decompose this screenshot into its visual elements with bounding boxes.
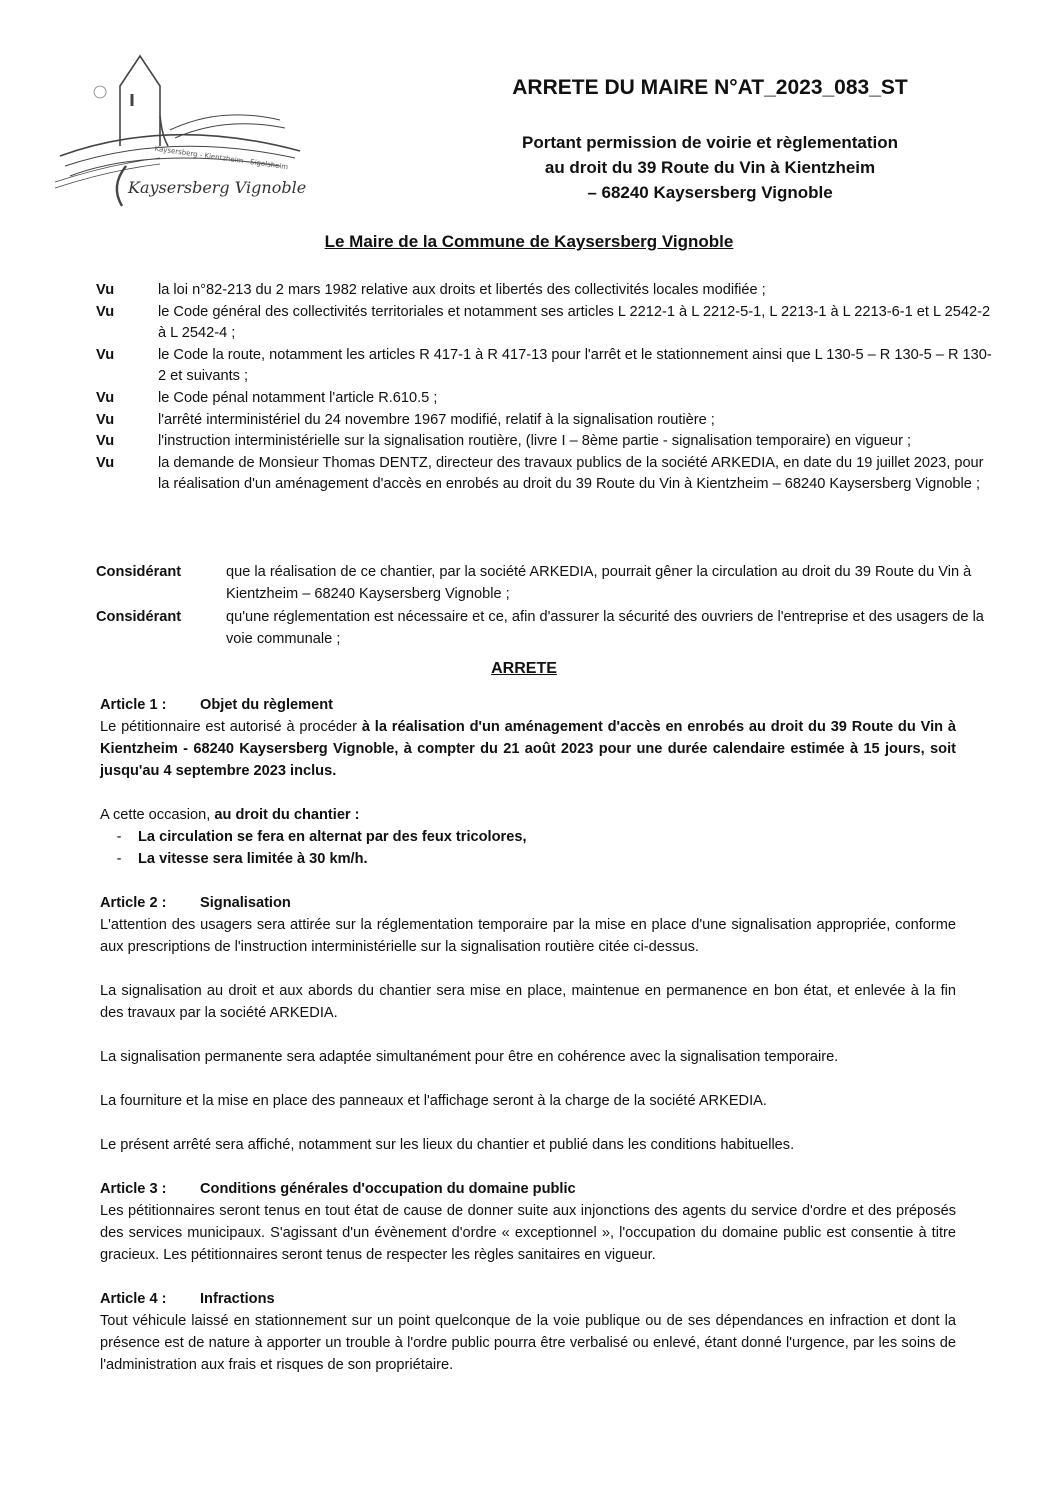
considerant-text: que la réalisation de ce chantier, par la société ARKEDIA, pourrait gêner la circulation au droit du 39 Route du Vin à Kientzheim – 68240 Kaysersberg Vignoble ; (226, 564, 972, 602)
list-item: - La vitesse sera limitée à 30 km/h. (100, 848, 956, 870)
vu-key: Vu (96, 433, 115, 450)
page-title: ARRETE DU MAIRE N°AT_2023_083_ST (512, 76, 908, 99)
article-2-paragraph: La signalisation au droit et aux abords du chantier sera mise en place, maintenue en permanence en bon état, et enlevée à la fin des travaux par la société ARKEDIA. (100, 983, 956, 1021)
vu-item (96, 388, 996, 410)
article-1-heading (100, 694, 956, 716)
vu-text: l'instruction interministérielle sur la signalisation routière, (livre I – 8ème partie - signalisation temporaire) en vigueur ; (158, 433, 912, 450)
articles (100, 694, 956, 1376)
vu-text: l'arrêté interministériel du 24 novembre 1967 modifié, relatif à la signalisation routière ; (158, 411, 715, 428)
text-run: A cette occasion, (100, 807, 215, 823)
arrete-heading: ARRETE (491, 660, 557, 677)
vu-item (96, 410, 996, 432)
vu-key: Vu (96, 389, 115, 406)
article-1-bullets (100, 826, 956, 870)
article-title: Signalisation (200, 895, 291, 911)
logo-subtitle: Kaysersberg - Kientzheim - Sigolsheim (154, 144, 289, 172)
vu-text: la demande de Monsieur Thomas DENTZ, directeur des travaux publics de la société ARKEDIA, en date du 19 juillet 2023, pour la réalisation d'un aménagement d'accès en enrobés au droit du 39 Route du Vin à Kientzheim – 68240 Kaysersberg Vignoble ; (158, 454, 984, 493)
vu-text: le Code pénal notamment l'article R.610.5 ; (158, 389, 438, 406)
article-2-paragraph: L'attention des usagers sera attirée sur la réglementation temporaire par la mise en place d'une signalisation appropriée, conforme aux prescriptions de l'instruction interministérielle sur la signalisation routière citée ci-dessus. (100, 917, 956, 955)
article-1-occasion (100, 804, 956, 826)
considerant-key: Considérant (96, 609, 182, 626)
considerant-text: qu'une réglementation est nécessaire et ce, afin d'assurer la sécurité des ouvriers de l'entreprise et des usagers de la voie communale ; (226, 609, 984, 647)
subtitle-line: – 68240 Kaysersberg Vignoble (587, 183, 833, 202)
article-number: Article 1 : (100, 697, 167, 713)
vu-item (96, 431, 996, 453)
article-number: Article 3 : (100, 1181, 167, 1197)
article-2-paragraph: La signalisation permanente sera adaptée simultanément pour être en cohérence avec la signalisation temporaire. (100, 1049, 839, 1065)
article-title: Objet du règlement (200, 697, 333, 713)
vu-text: le Code général des collectivités territoriales et notamment ses articles L 2212-1 à L 2212-5-1, L 2213-1 à L 2213-6-1 et L 2542-2 à L 2542-4 ; (158, 303, 991, 342)
bullet-text: La circulation se fera en alternat par des feux tricolores, (138, 829, 527, 845)
vu-list (96, 280, 996, 496)
maire-heading: Le Maire de la Commune de Kaysersberg Vignoble (324, 232, 734, 251)
considerant-item (96, 607, 996, 650)
article-4-paragraph: Tout véhicule laissé en stationnement sur un point quelconque de la voie publique ou de ses dépendances en infraction et dont la présence est de nature à apporter un trouble à l'ordre public pourra être verbalisé ou enlevé, étant donné l'urgence, par les soins de l'administration aux frais et risques de son propriétaire. (100, 1313, 956, 1373)
article-1-paragraph (100, 716, 956, 782)
vu-text: le Code la route, notamment les articles R 417-1 à R 417-13 pour l'arrêt et le stationnement ainsi que L 130-5 – R 130-5 – R 130-2 et suivants ; (158, 346, 992, 385)
vu-key: Vu (96, 454, 115, 471)
vu-item (96, 302, 996, 345)
vu-item (96, 453, 996, 496)
subtitle-line: Portant permission de voirie et règlementation (522, 133, 898, 152)
article-2-paragraph: La fourniture et la mise en place des panneaux et l'affichage seront à la charge de la société ARKEDIA. (100, 1093, 767, 1109)
article-2-paragraph: Le présent arrêté sera affiché, notamment sur les lieux du chantier et publié dans les conditions habituelles. (100, 1137, 795, 1153)
text-run: Le pétitionnaire est autorisé à procéder (100, 719, 362, 735)
article-3-paragraph: Les pétitionnaires seront tenus en tout état de cause de donner suite aux injonctions des agents du service d'ordre et des préposés des services municipaux. S'agissant d'un évènement d'ordre « exceptionnel », l'occupation du domaine public est consentie à titre gracieux. Les pétitionnaires seront tenus de respecter les règles sanitaires en vigueur. (100, 1203, 956, 1263)
text-run-bold: à la réalisation d'un aménagement d'accès en enrobés au droit du 39 Route du Vin à Kientzheim - 68240 Kaysersberg Vignoble, à compter du 21 août 2023 pour une durée calendaire estimée à 15 jours, soit jusqu'au 4 septembre 2023 inclus. (100, 719, 956, 779)
vu-text: la loi n°82-213 du 2 mars 1982 relative aux droits et libertés des collectivités locales modifiée ; (158, 282, 766, 298)
vu-key: Vu (96, 303, 115, 320)
considerant-item (96, 562, 996, 605)
vu-item (96, 280, 996, 302)
considerant-list (96, 562, 996, 652)
article-number: Article 4 : (100, 1291, 167, 1307)
article-2-heading (100, 892, 956, 914)
subtitle-line: au droit du 39 Route du Vin à Kientzheim (544, 158, 876, 177)
vu-key: Vu (96, 346, 115, 363)
article-4-heading (100, 1288, 956, 1310)
vu-key: Vu (96, 411, 115, 428)
article-3-heading (100, 1178, 956, 1200)
municipality-logo (50, 46, 320, 216)
list-item: - La circulation se fera en alternat par des feux tricolores, (100, 826, 956, 848)
article-title: Infractions (200, 1291, 275, 1307)
article-title: Conditions générales d'occupation du domaine public (200, 1181, 576, 1197)
subtitle (380, 130, 1040, 205)
logo-name: Kaysersberg Vignoble (128, 178, 307, 197)
article-number: Article 2 : (100, 895, 167, 911)
bullet-text: La vitesse sera limitée à 30 km/h. (138, 851, 368, 867)
considerant-key: Considérant (96, 564, 182, 580)
vu-item (96, 345, 996, 388)
text-run-bold: au droit du chantier : (214, 807, 360, 823)
vu-key: Vu (96, 282, 115, 298)
